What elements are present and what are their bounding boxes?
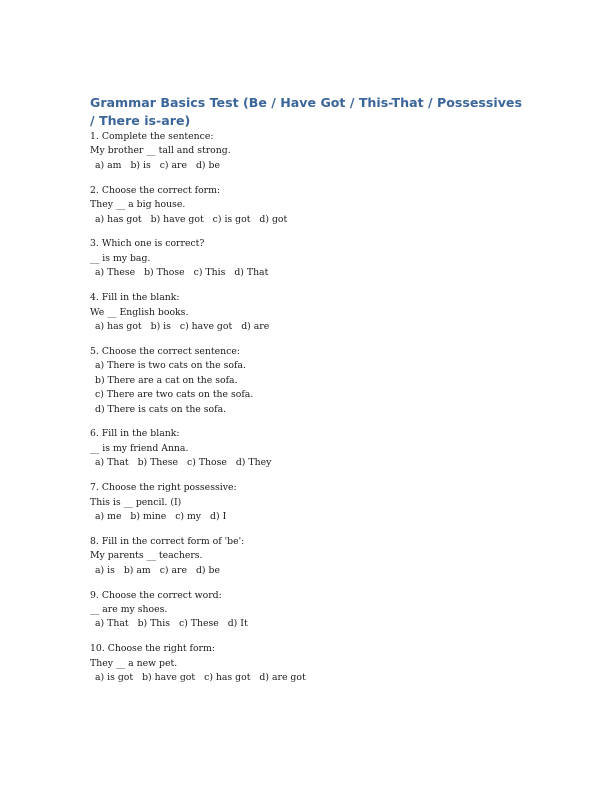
question-prompt: 4. Fill in the blank: bbox=[90, 292, 180, 304]
option-c: c) Those bbox=[187, 457, 227, 469]
question-4 bbox=[90, 291, 530, 334]
option-d: d) It bbox=[227, 618, 248, 630]
question-stem: __ are my shoes. bbox=[90, 603, 168, 615]
question-3 bbox=[90, 237, 530, 280]
answer-options bbox=[90, 564, 530, 578]
option-c: c) There are two cats on the sofa. bbox=[95, 389, 254, 401]
question-prompt: 10. Choose the right form: bbox=[90, 643, 215, 655]
option-a: a) There is two cats on the sofa. bbox=[95, 360, 246, 372]
answer-options bbox=[90, 456, 530, 470]
option-b: b) These bbox=[137, 457, 179, 469]
question-2 bbox=[90, 184, 530, 227]
option-a: a) has got bbox=[95, 320, 142, 332]
question-prompt: 7. Choose the right possessive: bbox=[90, 482, 237, 494]
option-d: d) are got bbox=[259, 672, 306, 684]
question-stem: My parents __ teachers. bbox=[90, 550, 203, 562]
option-d: d) That bbox=[234, 267, 269, 279]
option-c: c) These bbox=[179, 618, 219, 630]
question-8 bbox=[90, 535, 530, 578]
question-6 bbox=[90, 427, 530, 470]
option-b: b) is bbox=[150, 320, 171, 332]
question-10 bbox=[90, 642, 530, 685]
option-c: c) my bbox=[175, 510, 202, 522]
answer-options bbox=[90, 617, 530, 631]
question-stem: They __ a new pet. bbox=[90, 657, 178, 669]
question-stem: This is __ pencil. (I) bbox=[90, 496, 182, 508]
option-d: d) got bbox=[259, 213, 288, 225]
option-a: a) me bbox=[95, 510, 122, 522]
option-b: b) mine bbox=[130, 510, 167, 522]
question-stem: __ is my friend Anna. bbox=[90, 442, 189, 454]
option-a: a) That bbox=[95, 618, 129, 630]
option-d: d) There is cats on the sofa. bbox=[95, 403, 227, 415]
option-b: b) have got bbox=[150, 213, 204, 225]
question-prompt: 9. Choose the correct word: bbox=[90, 589, 222, 601]
answer-options bbox=[90, 320, 530, 334]
question-prompt: 5. Choose the correct sentence: bbox=[90, 345, 240, 357]
option-d: d) be bbox=[195, 159, 220, 171]
option-b: b) have got bbox=[142, 672, 196, 684]
answer-options bbox=[90, 510, 530, 524]
option-a: a) That bbox=[95, 457, 129, 469]
option-b: b) is bbox=[130, 159, 151, 171]
question-prompt: 2. Choose the correct form: bbox=[90, 184, 221, 196]
question-stem: __ is my bag. bbox=[90, 252, 151, 264]
option-b: b) am bbox=[123, 564, 151, 576]
option-b: b) Those bbox=[144, 267, 185, 279]
answer-options bbox=[90, 213, 530, 227]
option-c: c) has got bbox=[204, 672, 251, 684]
option-d: d) are bbox=[241, 320, 270, 332]
question-1 bbox=[90, 130, 530, 173]
answer-options bbox=[90, 159, 530, 173]
option-c: c) are bbox=[159, 564, 187, 576]
question-stem: We __ English books. bbox=[90, 306, 189, 318]
option-a: a) is bbox=[95, 564, 115, 576]
question-prompt: 6. Fill in the blank: bbox=[90, 428, 180, 440]
option-a: a) These bbox=[95, 267, 136, 279]
option-c: c) are bbox=[159, 159, 187, 171]
option-d: d) They bbox=[235, 457, 272, 469]
answer-options bbox=[90, 266, 530, 280]
question-stem: My brother __ tall and strong. bbox=[90, 145, 231, 157]
question-7 bbox=[90, 481, 530, 524]
option-a: a) am bbox=[95, 159, 122, 171]
option-c: c) This bbox=[193, 267, 226, 279]
option-d: d) be bbox=[195, 564, 220, 576]
option-a: a) has got bbox=[95, 213, 142, 225]
question-prompt: 8. Fill in the correct form of 'be': bbox=[90, 535, 245, 547]
option-c: c) have got bbox=[179, 320, 233, 332]
option-b: b) There are a cat on the sofa. bbox=[95, 374, 238, 386]
question-9 bbox=[90, 589, 530, 632]
document-title: Grammar Basics Test (Be / Have Got / This-That / Possessives / There is-are) bbox=[90, 95, 522, 128]
option-a: a) is got bbox=[95, 672, 134, 684]
question-stem: They __ a big house. bbox=[90, 199, 186, 211]
document-page bbox=[90, 94, 530, 696]
answer-options bbox=[90, 671, 530, 685]
question-prompt: 3. Which one is correct? bbox=[90, 238, 205, 250]
option-d: d) I bbox=[210, 510, 227, 522]
option-b: b) This bbox=[137, 618, 171, 630]
option-c: c) is got bbox=[212, 213, 251, 225]
question-prompt: 1. Complete the sentence: bbox=[90, 131, 214, 142]
question-5 bbox=[90, 345, 530, 417]
